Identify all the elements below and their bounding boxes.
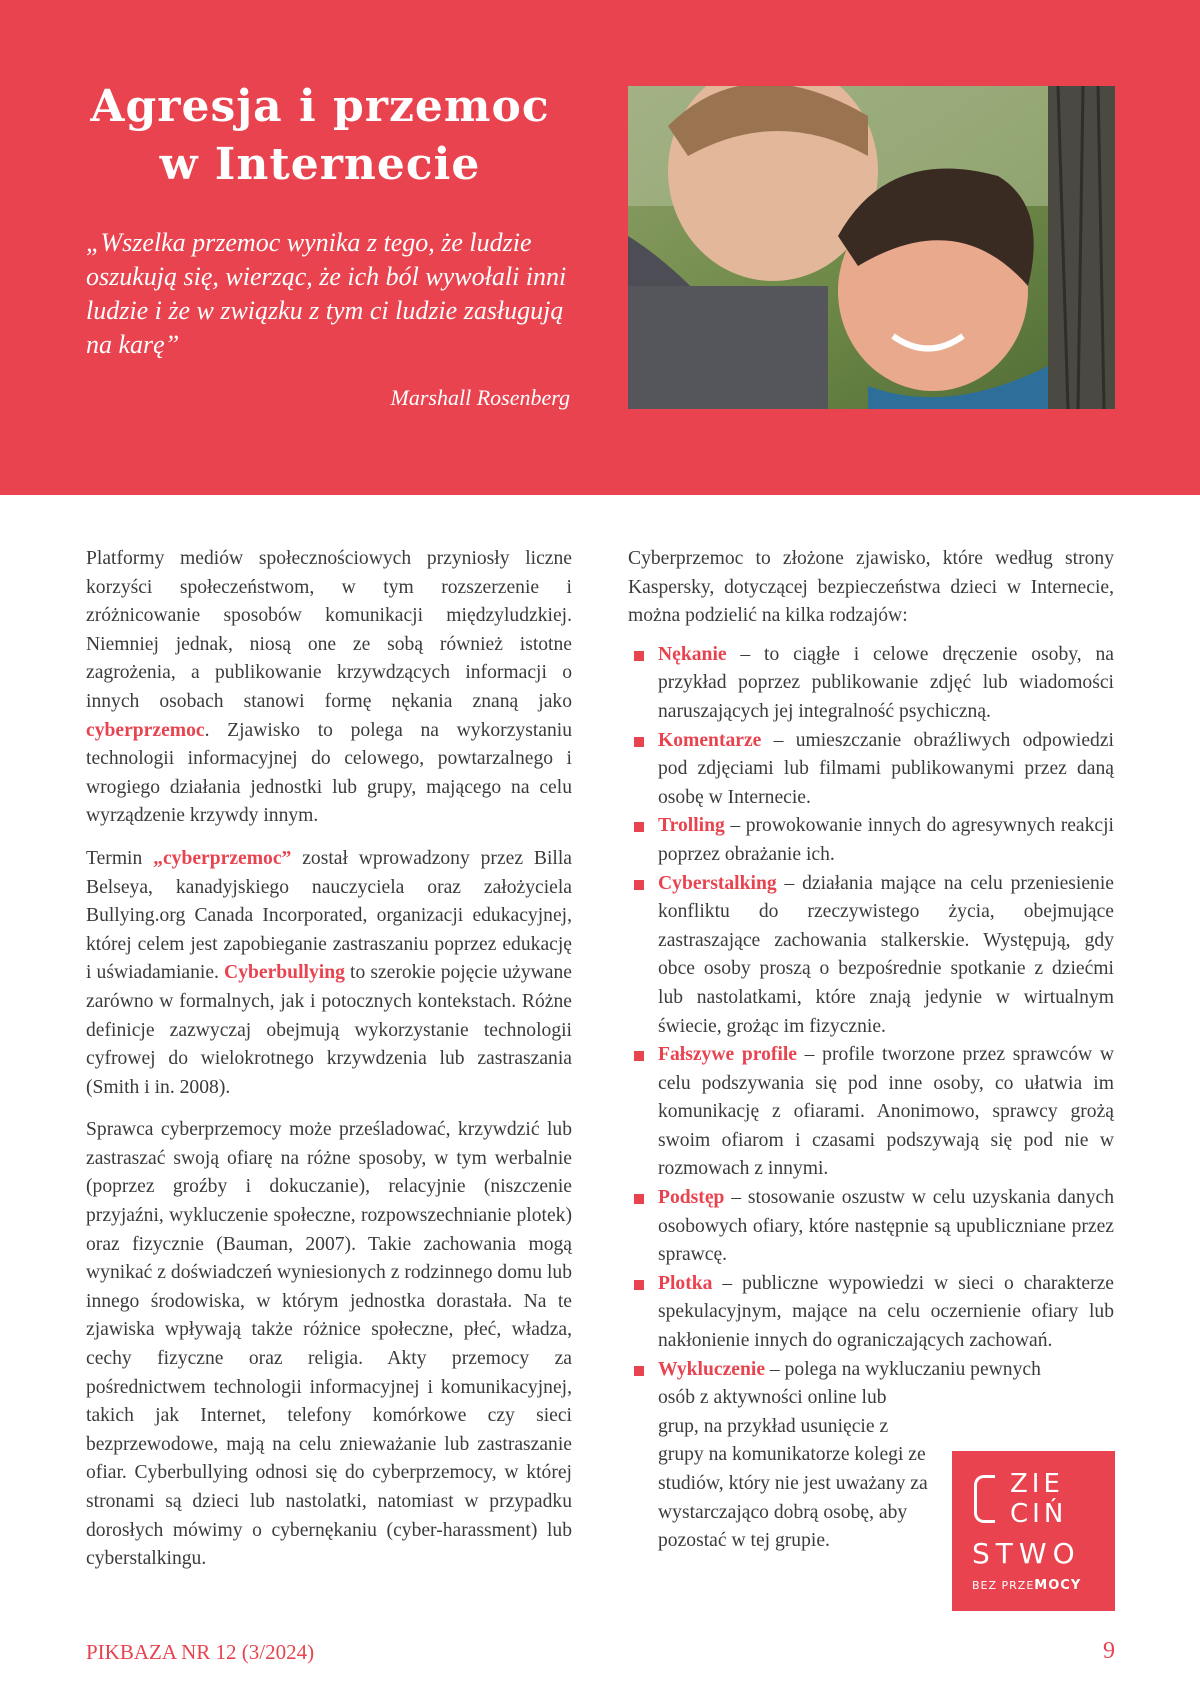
bullet-square-icon <box>634 1280 644 1290</box>
header-photo <box>628 86 1115 409</box>
type-term: Podstęp <box>658 1187 725 1209</box>
logo-d-bracket-icon <box>974 1475 995 1523</box>
list-item <box>628 1270 1114 1356</box>
bullet-square-icon <box>634 737 644 747</box>
epigraph-quote: „Wszelka przemoc wynika z tego, że ludzie oszukują się, wierząc, że ich ból wywołali inni ludzie i że w związku z tym ci ludzie zasługują na karę” <box>86 228 567 359</box>
cyberviolence-types-list <box>628 641 1114 1556</box>
logo-line-2: CIŃ <box>1010 1499 1068 1529</box>
text: został wprowadzony przez Billa Belseya, kanadyjskiego nauczyciela oraz założyciela Bullying.org Canada Incorporated, organizacji edukacyjnej, której celem jest zapobieganie zastraszaniu poprzez edukację i uświadamianie. <box>86 847 573 984</box>
type-description: – profile tworzone przez sprawców w celu podszywania się pod inne osoby, co ułatwia im komunikację z ofiarami. Anonimowo, sprawcy grożą swoim ofiarom i czasami podszywają się pod nie w rozmowach z innymi. <box>658 1044 1114 1180</box>
text: to szerokie pojęcie używane zarówno w formalnych, jak i potocznych kontekstach. Różne definicje zazwyczaj obejmują wykorzystanie technologii cyfrowej do wielokrotnego krzywdzenia lub zastraszania (Smith i in. 2008). <box>86 962 572 1098</box>
type-description: – to ciągłe i celowe dręczenie osoby, na przykład poprzez publikowanie zdjęć lub wiadomości naruszających jej integralność psychiczną. <box>658 643 1114 722</box>
list-item <box>628 812 1114 869</box>
type-description: – prowokowanie innych do agresywnych reakcji poprzez obrażanie ich. <box>658 815 1114 865</box>
logo-tagline <box>972 1578 1081 1593</box>
logo-line-3: STWO <box>972 1537 1081 1570</box>
highlight-term: „cyberprzemoc” <box>153 847 292 869</box>
bullet-square-icon <box>634 651 644 661</box>
list-item <box>628 727 1114 813</box>
bullet-square-icon <box>634 822 644 832</box>
type-description: – działania mające na celu przeniesienie konfliktu do rzeczywistego życia, obejmujące zastraszające zachowania stalkerskie. Występują, gdy obce osoby proszą o bezpośrednie spotkanie z dziećmi lub nastolatkami, które znają jedynie w wirtualnym świecie, grożąc im fizycznie. <box>658 872 1114 1037</box>
text: Termin <box>86 847 154 869</box>
bullet-square-icon <box>634 1051 644 1061</box>
title-line-1: Agresja i przemoc <box>90 81 550 132</box>
header-banner <box>0 0 1200 495</box>
dziecinstwo-logo <box>952 1451 1115 1611</box>
bullet-square-icon <box>634 1194 644 1204</box>
type-description: – umieszczanie obraźliwych odpowiedzi pod zdjęciami lub filmami publikowanymi przez daną osobę w Internecie. <box>658 729 1114 808</box>
type-term: Fałszywe profile <box>658 1044 797 1066</box>
type-term: Komentarze <box>658 729 762 751</box>
paragraph-intro <box>86 545 572 831</box>
paragraph-kaspersky: Cyberprzemoc to złożone zjawisko, które według strony Kaspersky, dotyczącej bezpieczeństwa dzieci w Internecie, można podzielić na kilka rodzajów: <box>628 548 1114 627</box>
highlight-term: cyberprzemoc <box>86 719 205 741</box>
logo-tagline-a: BEZ PRZE <box>972 1579 1035 1592</box>
logo-line-1: ZIE <box>1010 1469 1064 1499</box>
publication-footer: PIKBAZA NR 12 (3/2024) <box>86 1640 315 1664</box>
paragraph-term <box>86 845 572 1102</box>
text: Platformy mediów społecznościowych przyniosły liczne korzyści społeczeństwom, w tym rozszerzenie i zróżnicowanie sposobów komunikacji międzyludzkiej. Niemniej jednak, niosą one ze sobą również istotne zagrożenia, a publikowanie krzywdzących informacji o innych osobach stanowi formę nękania znaną jako <box>86 548 572 712</box>
type-term: Nękanie <box>658 643 727 665</box>
bullet-square-icon <box>634 1366 644 1376</box>
list-item <box>628 870 1114 1042</box>
left-column <box>86 545 572 1588</box>
type-description: – publiczne wypowiedzi w sieci o charakterze spekulacyjnym, mające na celu oczernienie ofiary lub nakłonienie innych do ograniczających zachowań. <box>658 1272 1114 1352</box>
text: . Zjawisko to polega na wykorzystaniu technologii informacyjnej do celowego, powtarzalnego i wrogiego działania jednostki lub grupy, mającego na celu wyrządzenie krzywdy innym. <box>86 719 572 827</box>
type-description: – stosowanie oszustw w celu uzyskania danych osobowych ofiary, które następnie są upubliczniane przez sprawcę. <box>658 1187 1114 1266</box>
type-description: – polega na wykluczaniu pewnych <box>765 1358 1041 1380</box>
type-term: Plotka <box>658 1272 713 1294</box>
list-item <box>628 641 1114 727</box>
epigraph-author: Marshall Rosenberg <box>390 385 570 410</box>
photo-illustration <box>628 86 1115 409</box>
type-description-continued: osób z aktywności online lub grup, na przykład usunięcie z grupy na komunikatorze kolegi ze studiów, który nie jest uważany za wystarczająco dobrą osobę, aby pozostać w tej grupie. <box>658 1387 928 1552</box>
right-column <box>628 545 1114 1556</box>
type-term: Cyberstalking <box>658 872 777 894</box>
article-title <box>60 78 580 194</box>
bullet-square-icon <box>634 880 644 890</box>
list-item <box>628 1184 1114 1270</box>
page-number: 9 <box>1103 1638 1115 1664</box>
paragraph-perpetrator: Sprawca cyberprzemocy może prześladować, krzywdzić lub zastraszać swoją ofiarę na różne sposoby, w tym werbalnie (poprzez groźby i dokuczanie), relacyjnie (niszczenie przyjaźni, wykluczenie społeczne, rozpowszechnianie plotek) oraz fizycznie (Bauman, 2007). Takie zachowania mogą wynikać z doświadczeń wyniesionych z rodzinnego domu lub innego środowiska, w którym jednostka dorastała. Na te zjawiska wpływają także różnice społeczne, płeć, władza, cechy fizyczne oraz religia. Akty przemocy za pośrednictwem technologii informacyjnej i komunikacyjnej, takich jak Internet, telefony komórkowe czy sieci bezprzewodowe, mają na celu znieważanie lub zastraszanie ofiar. Cyberbullying odnosi się do cyberprzemocy, w której stronami są dzieci lub nastolatki, natomiast w przypadku dorosłych mówimy o cybernękaniu (cyber-harassment) lub cyberstalkingu. <box>86 1119 572 1570</box>
type-term: Wykluczenie <box>658 1358 766 1380</box>
highlight-term: Cyberbullying <box>224 962 345 984</box>
type-term: Trolling <box>658 815 725 837</box>
logo-tagline-b: MOCY <box>1034 1578 1082 1593</box>
list-item <box>628 1041 1114 1184</box>
title-line-2: w Internecie <box>159 139 481 190</box>
